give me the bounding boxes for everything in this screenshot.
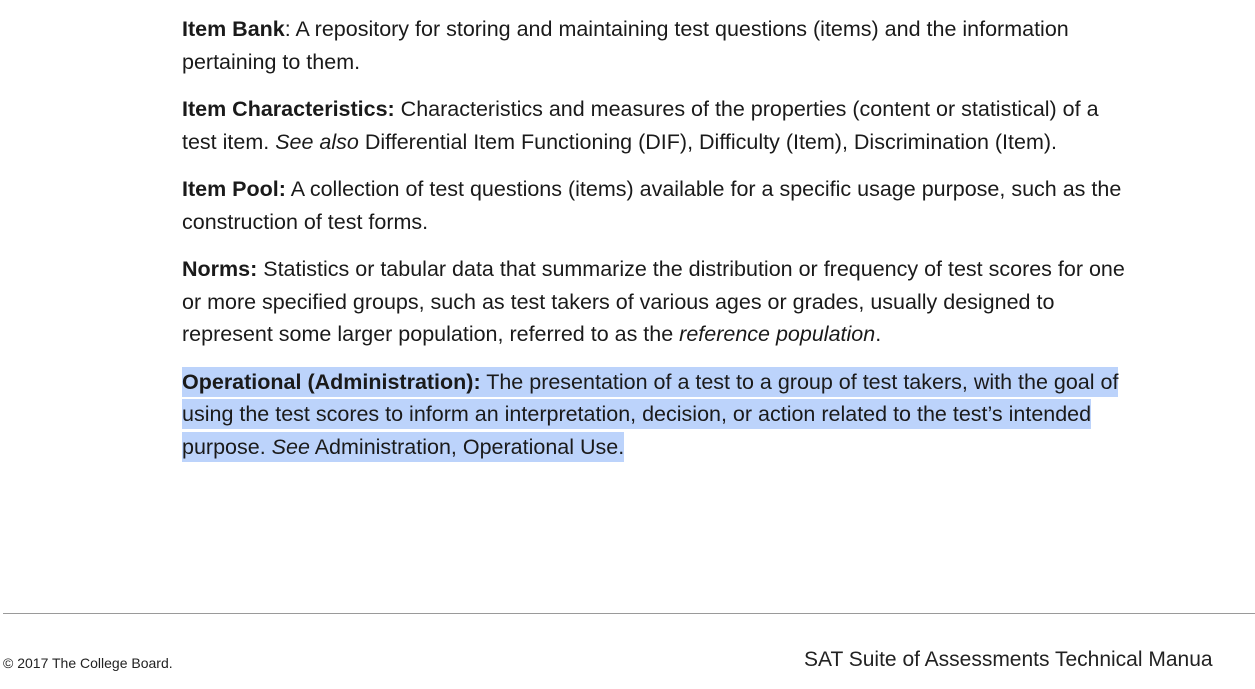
cross-reference-text: Differential Item Functioning (DIF), Difficulty (Item), Discrimination (Item). (358, 129, 1057, 154)
see-label: See (271, 434, 310, 459)
glossary-entry-item-bank (182, 13, 1127, 78)
term-norms: Norms: (182, 257, 258, 281)
term-operational: Operational (Administration): (182, 369, 481, 394)
term-item-bank: Item Bank (182, 17, 285, 41)
footer-divider (3, 613, 1255, 614)
cross-reference-text: Administration, Operational Use. (309, 434, 625, 459)
glossary-entry-item-pool (182, 173, 1127, 238)
definition-operational: The presentation of a test to a group of test takers, with the goal of using the test scores to inform an interpretation, decision, or action related to the test’s intended purpose. (182, 369, 1119, 459)
definition-item-bank: A repository for storing and maintaining test questions (items) and the information pertaining to them. (182, 17, 1069, 74)
definition-norms-end: . (875, 322, 882, 346)
definition-item-characteristics: Characteristics and measures of the properties (content or statistical) of a test item. (182, 97, 1099, 154)
selected-text-highlight[interactable] (182, 367, 1118, 462)
reference-population-term: reference population (679, 322, 876, 346)
footer-manual-title: SAT Suite of Assessments Technical Manua (804, 648, 1213, 671)
term-separator: : (284, 17, 296, 41)
glossary-entry-norms (182, 253, 1127, 351)
definition-item-pool: A collection of test questions (items) available for a specific usage purpose, such as the construction of test forms. (182, 177, 1122, 234)
glossary-entry-operational[interactable] (182, 366, 1127, 464)
term-item-pool: Item Pool: (182, 177, 286, 201)
glossary-entry-item-characteristics (182, 93, 1127, 158)
term-item-characteristics: Item Characteristics: (182, 97, 395, 121)
footer-copyright: © 2017 The College Board. (3, 655, 173, 671)
glossary-content (182, 13, 1127, 478)
see-also-label: See also (275, 129, 359, 154)
definition-norms: Statistics or tabular data that summarize the distribution or frequency of test scores for one or more specified groups, such as test takers of various ages or grades, usually designed to represent some larger population, referred to as the (182, 257, 1125, 346)
